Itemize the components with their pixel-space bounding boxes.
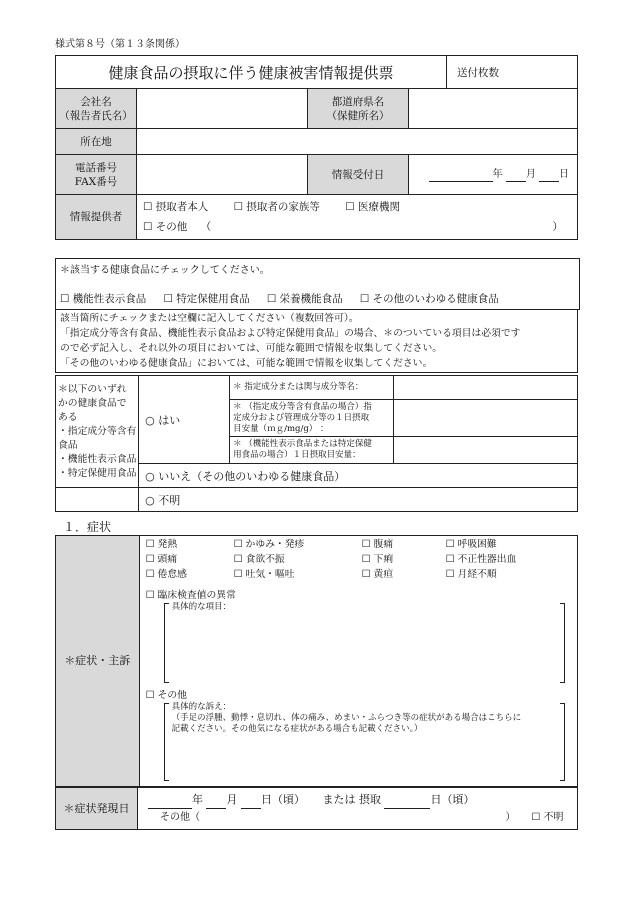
- informant-options: ☐ 摂取者本人 ☐ 摂取者の家族等 ☐ 医療機関 ☐ その他 （ ）: [137, 195, 578, 240]
- food-type-box: [55, 258, 580, 310]
- form-number: 様式第８号（第１３条関係）: [55, 39, 185, 50]
- radio-yes[interactable]: ○ はい: [139, 376, 230, 464]
- checkbox-informant-family[interactable]: ☐ 摂取者の家族等: [233, 201, 320, 213]
- lab-specific-label: 具体的な項目：: [171, 602, 232, 612]
- ingredient-name-field[interactable]: [393, 376, 577, 400]
- other-complaint-field[interactable]: [172, 738, 556, 778]
- received-date-field[interactable]: 年 月 日: [409, 155, 578, 195]
- daily-intake-label: ＊ （機能性表示食品または特定保健 用食品の場合）１日摂取目安量：: [230, 437, 394, 464]
- checkbox-informant-medical[interactable]: ☐ 医療機関: [345, 201, 400, 213]
- symptoms-content: [139, 536, 577, 787]
- other-bracket-left: [164, 703, 169, 781]
- food-type-options: [60, 292, 575, 307]
- lab-bracket-right: [560, 603, 565, 683]
- checkbox-appetite[interactable]: ☐ 食欲不振: [233, 554, 285, 565]
- address-label: 所在地: [56, 129, 137, 155]
- radio-unknown[interactable]: ○ 不明: [139, 488, 578, 512]
- checkbox-genital-bleeding[interactable]: ☐ 不正性器出血: [445, 554, 517, 565]
- checkbox-onset-unknown[interactable]: ☐ 不明: [531, 811, 564, 823]
- onset-table: [55, 787, 578, 830]
- checkbox-informant-self[interactable]: ☐ 摂取者本人: [143, 201, 209, 213]
- company-name-field[interactable]: [137, 89, 308, 129]
- phone-fax-label: 電話番号 FAX番号: [56, 155, 137, 195]
- notes-line-1: 該当箇所にチェックまたは空欄に記入してください（複数回答可）。: [60, 313, 359, 324]
- other-complaint-text: 具体的な訴え： （手足の浮腫、動悸・息切れ、体の痛み、めまい・ふらつき等の症状がある場合はこちらに 記載ください。その他気になる症状がある場合も記載ください。）: [171, 702, 522, 734]
- intake-amount-label: ＊ （指定成分等含有食品の場合）指 定成分および管理成分等の１日摂取 目安量（ｍｇ/mg/g） ：: [230, 400, 394, 437]
- ingredient-question: ＊以下のいずれ かの健康食品で ある ・指定成分等含有 食品 ・機能性表示食品 ・特定保健用食品: [56, 376, 139, 488]
- received-date-label: 情報受付日: [308, 155, 409, 195]
- notes-line-4: 「その他のいわゆる健康食品」においては、可能な範囲で情報を収集してください。: [60, 358, 433, 369]
- symptom-col-4: [446, 537, 517, 582]
- onset-label: ＊症状発現日: [56, 788, 138, 830]
- checkbox-specified-health-food[interactable]: ☐ 特定保健用食品: [163, 293, 250, 305]
- daily-intake-field[interactable]: [393, 437, 577, 464]
- checkbox-headache[interactable]: ☐ 頭痛: [145, 554, 178, 565]
- checkbox-fever[interactable]: ☐ 発熱: [145, 539, 178, 550]
- checkbox-jaundice[interactable]: ☐ 黄疸: [361, 569, 394, 580]
- checkbox-diarrhea[interactable]: ☐ 下痢: [361, 554, 394, 565]
- informant-label: 情報提供者: [56, 195, 137, 240]
- checkbox-other-health-food[interactable]: ☐ その他のいわゆる健康食品: [359, 293, 499, 305]
- intake-amount-field[interactable]: [393, 400, 577, 437]
- prefecture-field[interactable]: [409, 89, 578, 129]
- checkbox-itching[interactable]: ☐ かゆみ・発疹: [233, 539, 305, 550]
- send-count-label[interactable]: 送付枚数: [447, 56, 578, 89]
- notes-box: [55, 309, 578, 373]
- symptom-col-2: [234, 537, 305, 582]
- company-name-label: 会社名 （報告者氏名）: [56, 89, 137, 129]
- onset-content: [137, 788, 577, 830]
- checkbox-functional-food[interactable]: ☐ 機能性表示食品: [60, 293, 147, 305]
- form-title: 健康食品の摂取に伴う健康被害情報提供票: [56, 56, 447, 89]
- radio-no[interactable]: ○ いいえ（その他のいわゆる健康食品）: [139, 464, 578, 488]
- checkbox-abdominal-pain[interactable]: ☐ 腹痛: [361, 539, 394, 550]
- header-table: [55, 55, 578, 240]
- section-symptoms-heading: １．症状: [63, 520, 112, 534]
- symptoms-table: [55, 535, 578, 787]
- checkbox-symptom-other[interactable]: ☐ その他: [145, 690, 187, 701]
- ingredient-name-label: ＊ 指定成分または関与成分等名：: [230, 376, 394, 400]
- address-field[interactable]: [137, 129, 578, 155]
- checkbox-dyspnea[interactable]: ☐ 呼吸困難: [445, 539, 497, 550]
- ingredient-table: [55, 375, 578, 512]
- checkbox-informant-other[interactable]: ☐ その他: [143, 221, 188, 233]
- prefecture-label: 都道府県名 （保健所名）: [308, 89, 409, 129]
- onset-date-line[interactable]: 年 月 日（頃） または 摂取 日（頃）: [148, 791, 577, 809]
- food-type-instruction: ＊該当する健康食品にチェックしてください。: [60, 265, 270, 276]
- symptoms-label: ＊症状・主訴: [56, 536, 140, 787]
- other-bracket-right: [560, 703, 565, 781]
- checkbox-nutrition-food[interactable]: ☐ 栄養機能食品: [266, 293, 343, 305]
- symptom-col-3: [362, 537, 394, 582]
- ingredient-question-tail: [56, 488, 139, 512]
- notes-line-3: ので必ず記入し、それ以外の項目においては、可能な範囲で情報を収集してください。: [60, 343, 443, 354]
- lab-detail-field[interactable]: [172, 616, 556, 678]
- symptom-col-1: [146, 537, 187, 582]
- notes-line-2: 「指定成分等含有食品、機能性表示食品および特定保健用食品」の場合、＊のついている項目は必須です: [60, 328, 521, 339]
- checkbox-lab-abnormal[interactable]: ☐ 臨床検査値の異常: [145, 590, 236, 601]
- checkbox-vomiting[interactable]: ☐ 吐気・嘔吐: [233, 569, 295, 580]
- phone-fax-field[interactable]: [137, 155, 308, 195]
- checkbox-fatigue[interactable]: ☐ 倦怠感: [145, 569, 187, 580]
- lab-bracket-left: [164, 603, 169, 683]
- checkbox-menstrual[interactable]: ☐ 月経不順: [445, 569, 497, 580]
- onset-other-line: その他（ ） ☐ 不明: [148, 809, 577, 827]
